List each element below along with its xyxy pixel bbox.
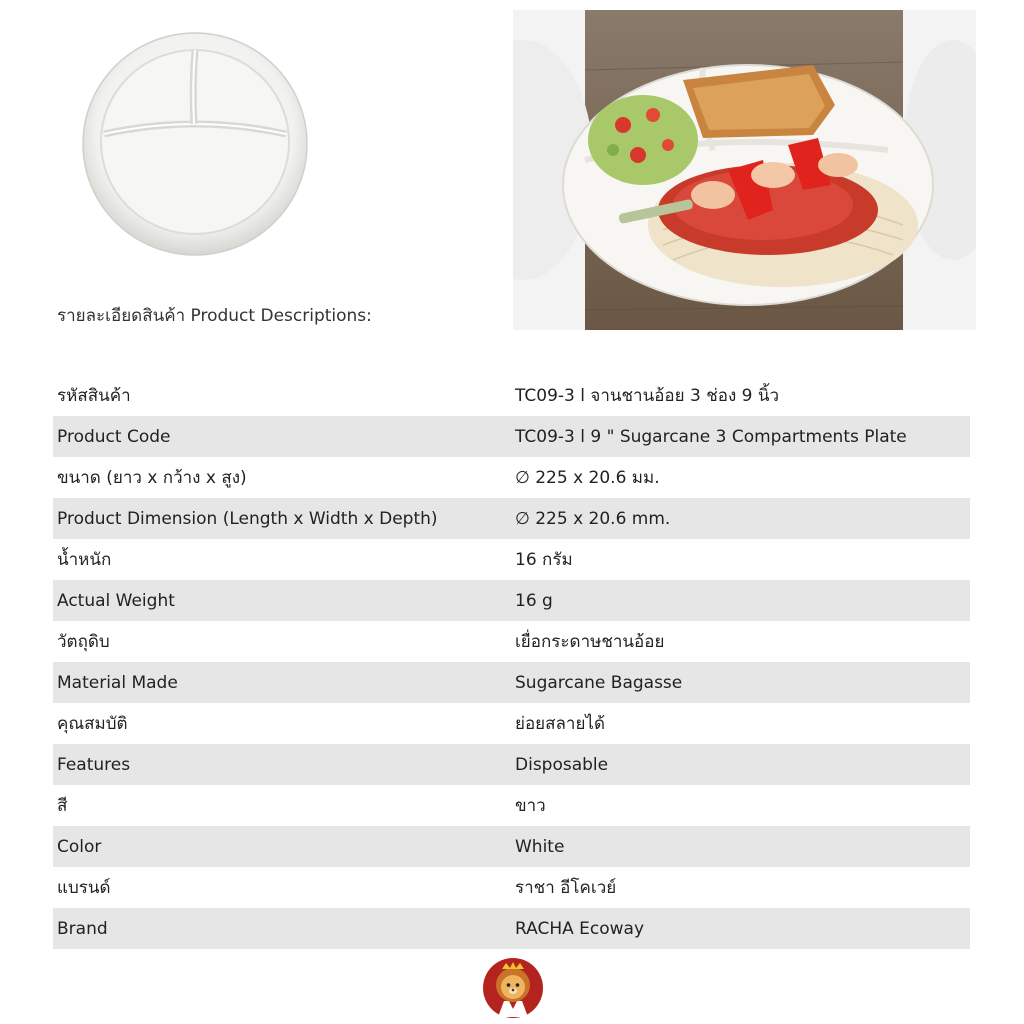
spec-value: ย่อยสลายได้ bbox=[515, 714, 606, 734]
spec-label: Brand bbox=[57, 918, 108, 939]
spec-value: ∅ 225 x 20.6 มม. bbox=[515, 468, 660, 488]
lion-mascot-logo bbox=[480, 957, 546, 1019]
product-spec-table bbox=[53, 375, 970, 949]
spec-label: สี bbox=[57, 796, 68, 816]
spec-row-weight-th bbox=[53, 539, 970, 580]
spec-label: Color bbox=[57, 836, 102, 857]
spec-value: White bbox=[515, 836, 565, 857]
spec-row-dimension-th bbox=[53, 457, 970, 498]
spec-label: ขนาด (ยาว x กว้าง x สูง) bbox=[57, 468, 247, 488]
spec-value: 16 g bbox=[515, 590, 553, 611]
food-serving-image bbox=[513, 10, 976, 330]
spec-row-features-th bbox=[53, 703, 970, 744]
spec-label: คุณสมบัติ bbox=[57, 714, 128, 734]
spec-label: Product Code bbox=[57, 426, 171, 447]
spec-row-features bbox=[53, 744, 970, 785]
spec-label: Features bbox=[57, 754, 131, 775]
spec-value: 16 กรัม bbox=[515, 550, 573, 570]
spec-row-product-code-th bbox=[53, 375, 970, 416]
spec-value: ∅ 225 x 20.6 mm. bbox=[515, 508, 671, 529]
spec-row-material bbox=[53, 662, 970, 703]
spec-row-color-th bbox=[53, 785, 970, 826]
spec-value: ราชา อีโคเวย์ bbox=[515, 878, 617, 898]
spec-value: RACHA Ecoway bbox=[515, 918, 645, 939]
spec-row-weight bbox=[53, 580, 970, 621]
spec-value: ขาว bbox=[515, 796, 546, 816]
spec-row-color bbox=[53, 826, 970, 867]
spec-row-dimension bbox=[53, 498, 970, 539]
product-descriptions-heading: รายละเอียดสินค้า Product Descriptions: bbox=[57, 306, 372, 326]
spec-label: น้ำหนัก bbox=[57, 550, 112, 570]
spec-value: Disposable bbox=[515, 754, 609, 775]
spec-label: Product Dimension (Length x Width x Depth) bbox=[57, 508, 438, 529]
spec-value: เยื่อกระดาษชานอ้อย bbox=[515, 632, 665, 652]
spec-label: Material Made bbox=[57, 672, 178, 693]
spec-row-brand bbox=[53, 908, 970, 949]
spec-row-material-th bbox=[53, 621, 970, 662]
spec-label: วัตถุดิบ bbox=[57, 632, 110, 652]
spec-row-brand-th bbox=[53, 867, 970, 908]
spec-label: แบรนด์ bbox=[57, 878, 111, 898]
spec-label: Actual Weight bbox=[57, 590, 175, 611]
spec-value: TC09-3 l 9 " Sugarcane 3 Compartments Plate bbox=[515, 426, 907, 447]
spec-value: TC09-3 l จานชานอ้อย 3 ช่อง 9 นิ้ว bbox=[515, 386, 780, 406]
spec-label: รหัสสินค้า bbox=[57, 386, 131, 406]
spec-row-product-code bbox=[53, 416, 970, 457]
spec-value: Sugarcane Bagasse bbox=[515, 672, 683, 693]
plate-product-image bbox=[80, 30, 312, 258]
